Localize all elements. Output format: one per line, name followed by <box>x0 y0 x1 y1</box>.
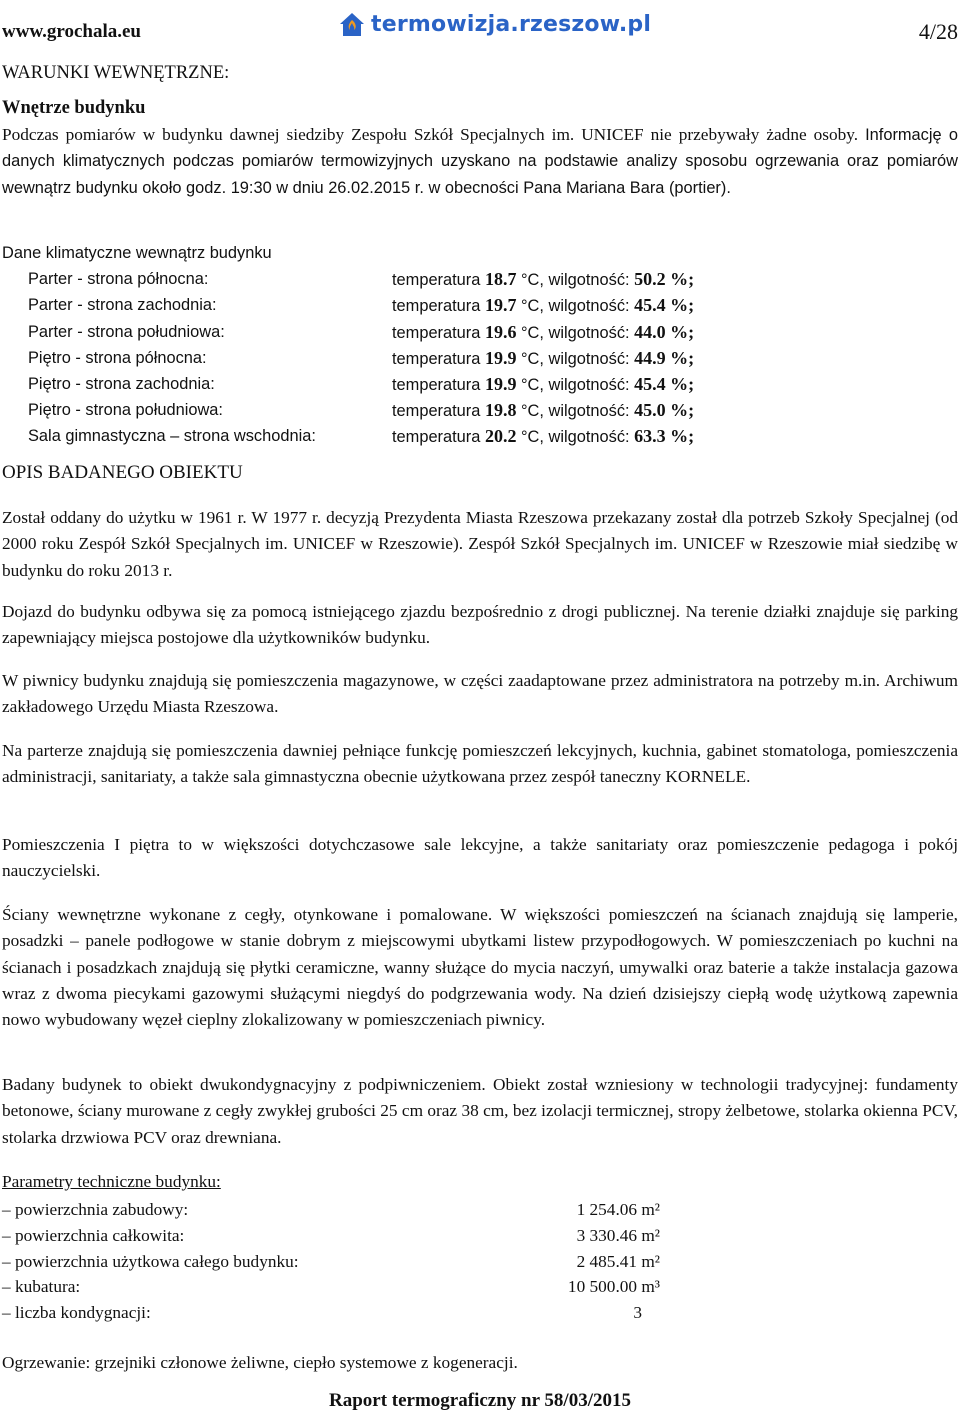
subsection-title-interior: Wnętrze budynku <box>2 98 146 118</box>
temp-unit: °C, wilgotność: <box>516 349 635 368</box>
param-row <box>2 1223 702 1249</box>
temp-value: 19.6 <box>484 321 517 342</box>
temp-unit: °C, wilgotność: <box>516 297 635 316</box>
heating-info: Ogrzewanie: grzejniki członowe żeliwne, ciepło systemowe z kogeneracji. <box>2 1353 518 1372</box>
object-paragraph-7: Badany budynek to obiekt dwukondygnacyjny z podpiwniczeniem. Obiekt został wzniesiony w technologii tradycyjnej: fundamenty betonowe, ściany murowane z cegły zwykłej grubości 25 cm oraz 38 cm, bez izolacji termicznej, stropy żelbetowe, stolarka okienna PCV, stolarka drzwiowa PCV oraz drewniana. <box>2 1075 958 1147</box>
climate-row-values <box>392 319 694 346</box>
humidity-value: 44.9 <box>634 347 666 368</box>
temp-unit: °C, wilgotność: <box>516 402 635 421</box>
object-paragraph-3: W piwnicy budynku znajdują się pomieszczenia magazynowe, w części zaadaptowane przez administratora na potrzeby m.in. Archiwum zakładowego Urzędu Miasta Rzeszowa. <box>2 671 958 717</box>
params-list <box>2 1197 702 1326</box>
climate-row-label: Piętro - strona zachodnia: <box>28 374 215 393</box>
temp-value: 18.7 <box>484 269 517 290</box>
param-value: 10 500.00 m³ <box>567 1277 660 1297</box>
temp-word: temperatura <box>392 428 481 447</box>
temp-word: temperatura <box>392 271 481 290</box>
section-title-object: OPIS BADANEGO OBIEKTU <box>2 462 243 483</box>
intro-sans-text: Informację o danych klimatycznych podczas pomiarów termowizyjnych uzyskano na podstawie analizy sposobu ogrzewania oraz pomiarów wewnątrz budynku około godz. 19:30 w dniu 26.02.2015 r. w obecności Pana Mariana Bara (portier). <box>2 126 958 197</box>
temp-word: temperatura <box>392 375 481 394</box>
climate-row <box>2 266 802 292</box>
temp-unit: °C, wilgotność: <box>516 428 635 447</box>
climate-row-values <box>392 423 694 450</box>
humidity-value: 44.0 <box>634 321 666 342</box>
temp-value: 19.8 <box>484 400 517 421</box>
climate-row-values <box>392 266 694 293</box>
object-paragraph-5: Pomieszczenia I piętra to w większości dotychczasowe sale lekcyjne, a także sanitariaty oraz pomieszczenie pedagoga i pokój nauczycielski. <box>2 835 958 881</box>
temp-value: 19.7 <box>484 295 517 316</box>
params-title: Parametry techniczne budynku: <box>2 1172 221 1191</box>
param-row <box>2 1197 702 1223</box>
climate-row <box>2 319 802 345</box>
climate-data <box>2 240 802 450</box>
climate-row-label: Parter - strona północna: <box>28 270 209 289</box>
param-label: – powierzchnia użytkowa całego budynku: <box>2 1251 299 1271</box>
temp-unit: °C, wilgotność: <box>516 271 635 290</box>
climate-row <box>2 371 802 397</box>
humidity-unit: %; <box>665 295 695 316</box>
report-title: Raport termograficzny nr 58/03/2015 <box>328 1390 631 1411</box>
param-row <box>2 1249 702 1275</box>
temp-value: 20.2 <box>484 426 517 447</box>
climate-row <box>2 423 802 449</box>
humidity-value: 50.2 <box>634 269 666 290</box>
temp-word: temperatura <box>392 349 481 368</box>
param-label: – powierzchnia zabudowy: <box>2 1200 189 1219</box>
temp-unit: °C, wilgotność: <box>516 375 635 394</box>
climate-row <box>2 292 802 318</box>
climate-title: Dane klimatyczne wewnątrz budynku <box>2 244 272 262</box>
climate-row <box>2 345 802 371</box>
object-paragraph-1: Został oddany do użytku w 1961 r. W 1977 r. decyzją Prezydenta Miasta Rzeszowa przekazany został dla potrzeb Szkoły Specjalnej (od 2000 roku Zespół Szkół Specjalnych im. UNICEF w Rzeszowie). Zespół Szkół Specjalnych im. UNICEF w Rzeszowie miał siedzibę w budynku do roku 2013 r. <box>2 508 958 580</box>
humidity-unit: %; <box>665 373 695 394</box>
temp-unit: °C, wilgotność: <box>516 323 635 342</box>
humidity-value: 45.4 <box>634 373 666 394</box>
temp-word: temperatura <box>392 402 481 421</box>
humidity-unit: %; <box>665 321 695 342</box>
page-number: 4/28 <box>918 19 958 44</box>
logo-text: termowizja.rzeszow.pl <box>371 11 652 37</box>
temp-word: temperatura <box>392 323 481 342</box>
humidity-unit: %; <box>665 269 695 290</box>
climate-row-values <box>392 345 694 372</box>
climate-row-label: Piętro - strona północna: <box>28 348 207 367</box>
object-paragraph-6: Ściany wewnętrzne wykonane z cegły, otynkowane i pomalowane. W większości pomieszczeń na ścianach znajdują się lamperie, posadzki – panele podłogowe w stanie dobrym z miejscowymi ubytkami listew przypodłogowych. W pomieszczeniach po kuchni na ścianach i posadzkach znajdują się płytki ceramiczne, wanny służące do mycia naczyń, umywalki oraz baterie a także instalacja gazowa wraz z dwoma piecykami gazowymi służącymi niegdyś do podgrzewania wody. Na dzień dzisiejszy ciepłą wodę użytkową zapewnia nowo wybudowany węzeł cieplny zlokalizowany w pomieszczeniach piwnicy. <box>2 905 958 1030</box>
param-value: 3 330.46 m² <box>576 1225 660 1245</box>
humidity-value: 63.3 <box>634 426 666 447</box>
object-paragraph-4: Na parterze znajdują się pomieszczenia dawniej pełniące funkcję pomieszczeń lekcyjnych, kuchnia, gabinet stomatologa, pomieszczenia administracji, sanitariaty, a także sala gimnastyczna obecnie użytkowana przez zespół taneczny KORNELE. <box>2 741 958 787</box>
climate-row-label: Parter - strona zachodnia: <box>28 296 217 315</box>
conditions-intro <box>2 122 958 201</box>
humidity-value: 45.0 <box>634 400 666 421</box>
website-link[interactable]: www.grochala.eu <box>2 21 141 42</box>
param-row <box>2 1300 702 1326</box>
house-flame-icon <box>337 9 367 39</box>
climate-row-values <box>392 292 694 319</box>
humidity-unit: %; <box>665 347 695 368</box>
climate-row-label: Parter - strona południowa: <box>28 322 225 341</box>
temp-word: temperatura <box>392 297 481 316</box>
param-row <box>2 1274 702 1300</box>
climate-row-label: Piętro - strona południowa: <box>28 401 223 420</box>
param-value: 2 485.41 m² <box>576 1251 660 1271</box>
intro-serif-text: Podczas pomiarów w budynku dawnej siedziby Zespołu Szkół Specjalnych im. UNICEF nie przebywały żadne osoby. <box>2 125 859 144</box>
climate-rows <box>2 266 802 449</box>
logo <box>337 6 651 42</box>
param-value: 1 254.06 m² <box>576 1200 660 1219</box>
param-label: – powierzchnia całkowita: <box>2 1225 185 1245</box>
object-paragraph-2: Dojazd do budynku odbywa się za pomocą istniejącego zjazdu bezpośrednio z drogi publicznej. Na terenie działki znajduje się parking zapewniający miejsca postojowe dla użytkowników budynku. <box>2 602 958 648</box>
temp-value: 19.9 <box>484 373 517 394</box>
temp-value: 19.9 <box>484 347 517 368</box>
climate-row <box>2 397 802 423</box>
climate-row-values <box>392 397 694 424</box>
humidity-value: 45.4 <box>634 295 666 316</box>
climate-title-row <box>2 240 802 266</box>
section-title-conditions: WARUNKI WEWNĘTRZNE: <box>2 63 230 83</box>
humidity-unit: %; <box>665 426 695 447</box>
climate-row-label: Sala gimnastyczna – strona wschodnia: <box>28 427 316 446</box>
param-value: 3 <box>633 1303 642 1323</box>
param-label: – kubatura: <box>2 1277 81 1297</box>
humidity-unit: %; <box>665 400 695 421</box>
climate-row-values <box>392 371 694 398</box>
param-label: – liczba kondygnacji: <box>2 1303 151 1323</box>
